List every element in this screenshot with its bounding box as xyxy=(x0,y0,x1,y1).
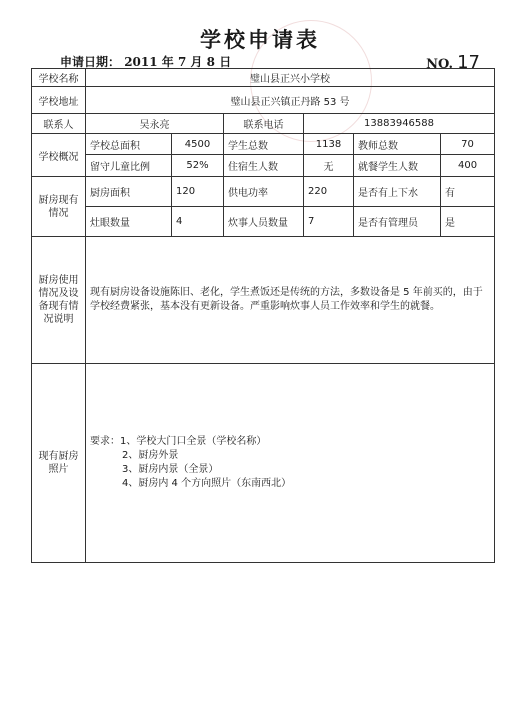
manager-label: 是否有管理员 xyxy=(354,207,441,237)
students-label: 学生总数 xyxy=(224,134,304,155)
row-overview-1 xyxy=(32,134,495,155)
staff-value: 7 xyxy=(304,207,354,237)
water-value: 有 xyxy=(441,177,495,207)
form-title: 学校申请表 xyxy=(200,27,320,52)
dining-label: 就餐学生人数 xyxy=(354,155,441,177)
boarding-label: 住宿生人数 xyxy=(224,155,304,177)
boarding-value: 无 xyxy=(304,155,354,177)
row-photos xyxy=(32,364,495,563)
left-behind-value: 52% xyxy=(172,155,224,177)
date-value: 2011 年 7 月 8 日 xyxy=(124,55,232,69)
power-value: 220 xyxy=(304,177,354,207)
application-table xyxy=(31,68,495,563)
staff-label: 炊事人员数量 xyxy=(224,207,304,237)
contact-label: 联系人 xyxy=(32,114,86,134)
stoves-label: 灶眼数量 xyxy=(86,207,172,237)
students-value: 1138 xyxy=(304,134,354,155)
left-behind-label: 留守儿童比例 xyxy=(86,155,172,177)
row-kitchen-2 xyxy=(32,207,495,237)
equipment-label: 厨房使用情况及设备现有情况说明 xyxy=(32,237,86,364)
row-contact xyxy=(32,114,495,134)
photo-requirements xyxy=(86,364,495,563)
total-area-value: 4500 xyxy=(172,134,224,155)
equipment-description: 现有厨房设备设施陈旧、老化，学生煮饭还是传统的方法，多数设备是 5 年前买的，由于学校经费紧张，基本没有更新设备。严重影响炊事人员工作效率和学生的就餐。 xyxy=(86,237,495,364)
requirement-item: 3、厨房内景（全景） xyxy=(122,464,219,475)
water-label: 是否有上下水 xyxy=(354,177,441,207)
phone-value: 13883946588 xyxy=(304,114,495,134)
row-kitchen-1 xyxy=(32,177,495,207)
dining-value: 400 xyxy=(441,155,495,177)
kitchen-label: 厨房现有情况 xyxy=(32,177,86,237)
requirement-item: 2、厨房外景 xyxy=(122,450,179,461)
school-address-value: 璧山县正兴镇正丹路 53 号 xyxy=(86,87,495,114)
phone-label: 联系电话 xyxy=(224,114,304,134)
date-label: 申请日期： xyxy=(60,55,121,69)
row-school-address xyxy=(32,87,495,114)
number-value: 17 xyxy=(457,52,480,73)
school-name-value: 璧山县正兴小学校 xyxy=(86,69,495,87)
contact-value: 吴永亮 xyxy=(86,114,224,134)
school-name-label: 学校名称 xyxy=(32,69,86,87)
total-area-label: 学校总面积 xyxy=(86,134,172,155)
row-equipment xyxy=(32,237,495,364)
row-overview-2 xyxy=(32,155,495,177)
overview-label: 学校概况 xyxy=(32,134,86,177)
kitchen-area-value: 120 xyxy=(172,177,224,207)
kitchen-area-label: 厨房面积 xyxy=(86,177,172,207)
number-label: NO. xyxy=(426,57,454,72)
teachers-label: 教师总数 xyxy=(354,134,441,155)
school-address-label: 学校地址 xyxy=(32,87,86,114)
requirement-item: 4、厨房内 4 个方向照片（东南西北） xyxy=(122,478,292,489)
requirement-intro: 要求：1、学校大门口全景（学校名称） xyxy=(90,436,267,447)
photos-label: 现有厨房照片 xyxy=(32,364,86,563)
manager-value: 是 xyxy=(441,207,495,237)
teachers-value: 70 xyxy=(441,134,495,155)
row-school-name xyxy=(32,69,495,87)
stoves-value: 4 xyxy=(172,207,224,237)
power-label: 供电功率 xyxy=(224,177,304,207)
